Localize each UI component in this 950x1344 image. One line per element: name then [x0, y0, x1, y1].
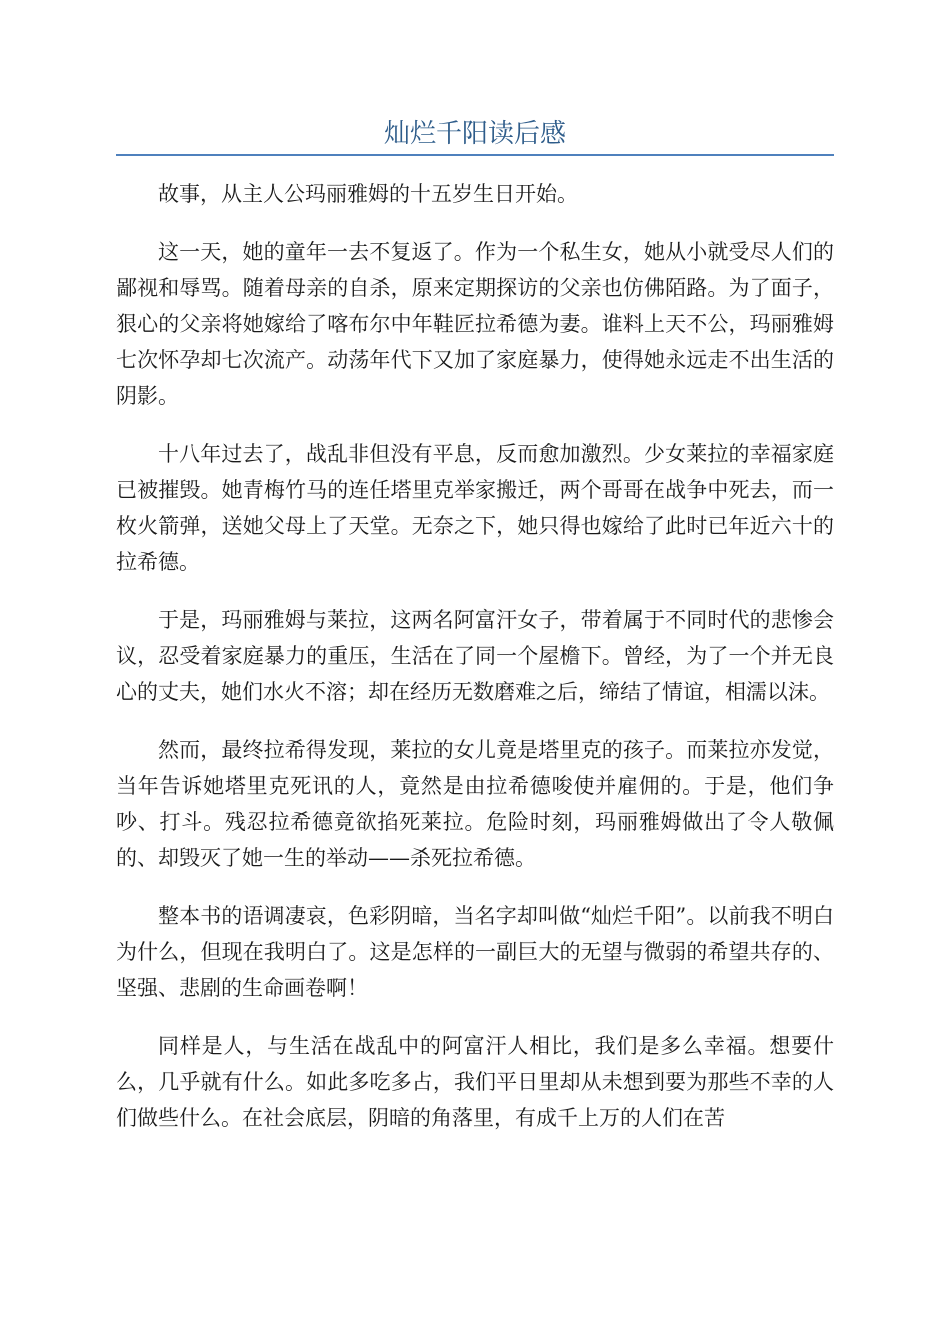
- paragraph-3: 十八年过去了，战乱非但没有平息，反而愈加激烈。少女莱拉的幸福家庭已被摧毁。她青梅竹马的连任塔里克举家搬迁，两个哥哥在战争中死去，而一枚火箭弹，送她父母上了天堂。无奈之下，她只得也嫁给了此时已年近六十的拉希德。: [116, 442, 834, 574]
- paragraph-7: 同样是人，与生活在战乱中的阿富汗人相比，我们是多么幸福。想要什么，几乎就有什么。如此多吃多占，我们平日里却从未想到要为那些不幸的人们做些什么。在社会底层，阴暗的角落里，有成千上万的人们在苦: [116, 1034, 834, 1130]
- paragraph-4: 于是，玛丽雅姆与莱拉，这两名阿富汗女子，带着属于不同时代的悲惨会议，忍受着家庭暴力的重压，生活在了同一个屋檐下。曾经，为了一个并无良心的丈夫，她们水火不溶；却在经历无数磨难之后，缔结了情谊，相濡以沫。: [116, 608, 834, 704]
- paragraph-2: 这一天，她的童年一去不复返了。作为一个私生女，她从小就受尽人们的鄙视和辱骂。随着母亲的自杀，原来定期探访的父亲也仿佛陌路。为了面子，狠心的父亲将她嫁给了喀布尔中年鞋匠拉希德为妻。谁料上天不公，玛丽雅姆七次怀孕却七次流产。动荡年代下又加了家庭暴力，使得她永远走不出生活的阴影。: [116, 240, 834, 408]
- paragraph-6: 整本书的语调凄哀，色彩阴暗，当名字却叫做“灿烂千阳”。以前我不明白为什么，但现在我明白了。这是怎样的一副巨大的无望与微弱的希望共存的、坚强、悲剧的生命画卷啊！: [116, 904, 834, 1000]
- paragraph-5: 然而，最终拉希得发现，莱拉的女儿竟是塔里克的孩子。而莱拉亦发觉，当年告诉她塔里克死讯的人，竟然是由拉希德唆使并雇佣的。于是，他们争吵、打斗。残忍拉希德竟欲掐死莱拉。危险时刻，玛丽雅姆做出了令人敬佩的、却毁灭了她一生的举动——杀死拉希德。: [116, 738, 834, 870]
- document-title: 灿烂千阳读后感: [383, 119, 566, 149]
- paragraph-1: 故事，从主人公玛丽雅姆的十五岁生日开始。: [158, 182, 578, 206]
- document-body: [116, 176, 834, 1158]
- title-underline: [116, 154, 834, 156]
